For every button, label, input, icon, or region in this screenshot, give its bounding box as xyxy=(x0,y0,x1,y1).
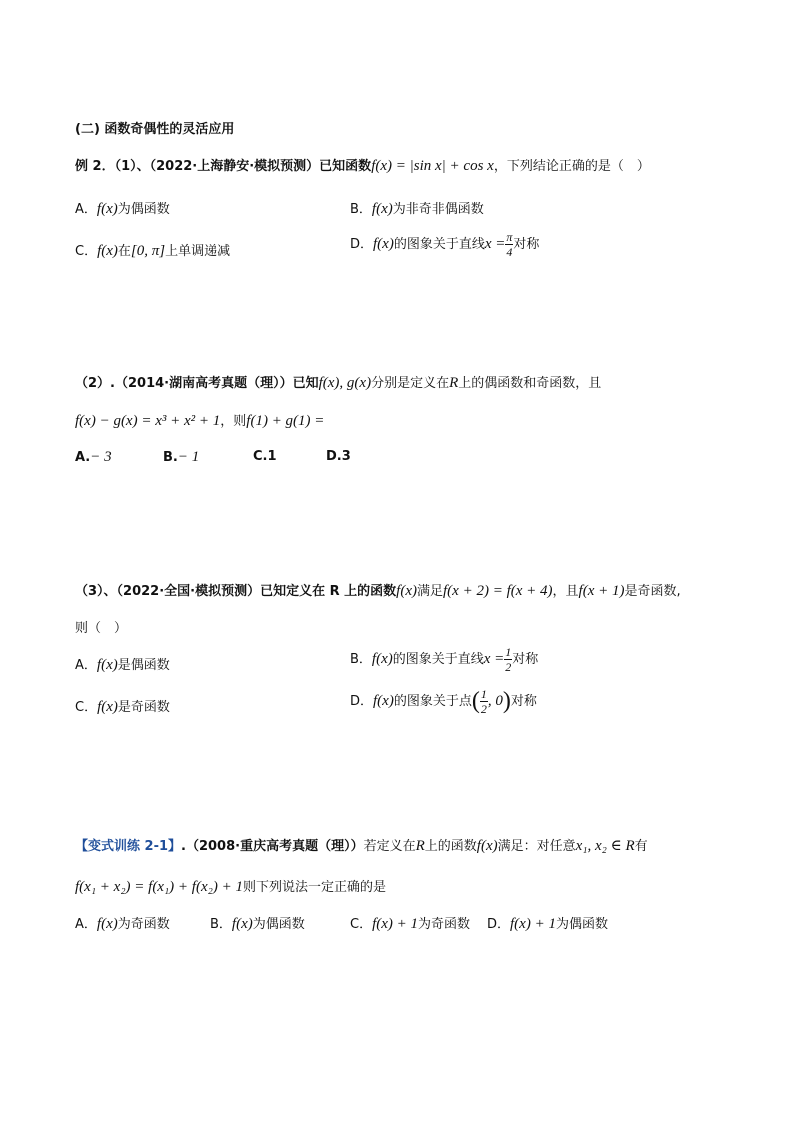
q1-option-d-num: π xyxy=(506,230,513,244)
variant-vars: x₁, x₂ ∈ R xyxy=(575,838,635,854)
q2-option-c[interactable] xyxy=(253,449,277,464)
variant-text4: 有 xyxy=(634,839,648,854)
variant-option-d-label: D． xyxy=(487,917,511,932)
q1-stem xyxy=(75,155,650,175)
section-title xyxy=(75,118,234,137)
q3-stem-f2: f(x + 1) xyxy=(578,583,625,599)
variant-r: R xyxy=(415,838,425,854)
q3-option-d-fraction xyxy=(480,688,488,715)
variant-option-a[interactable] xyxy=(75,913,170,933)
q2-option-d[interactable] xyxy=(326,449,351,464)
variant-line2-formula: f(x₁ + x₂) = f(x₁) + f(x₂) + 1 xyxy=(75,879,243,895)
variant-option-c-text: 为奇函数 xyxy=(418,917,471,932)
q2-option-a[interactable] xyxy=(75,449,112,466)
variant-option-d[interactable] xyxy=(487,913,608,933)
variant-option-a-label: A． xyxy=(75,917,97,932)
q1-option-d-text1: 的图象关于直线 xyxy=(393,237,485,252)
variant-text3: 满足：对任意 xyxy=(497,839,576,854)
q3-option-a-label: A． xyxy=(75,658,97,673)
q3-option-b-var: x = xyxy=(483,651,505,667)
variant-source: .（2008·重庆高考真题（理）） xyxy=(181,839,364,854)
q2-option-d-value: 3 xyxy=(341,449,351,464)
q3-stem-eq: f(x + 2) = f(x + 4) xyxy=(443,583,553,599)
q1-option-b-label: B． xyxy=(350,202,372,217)
q2-line2-mid: ，则 xyxy=(220,414,247,429)
q1-option-b[interactable] xyxy=(350,198,484,218)
q3-option-d[interactable] xyxy=(350,688,537,715)
section-title-text: (二) 函数奇偶性的灵活应用 xyxy=(75,122,235,137)
q2-stem-r: R xyxy=(449,375,459,391)
q2-option-b-value: − 1 xyxy=(177,449,200,465)
q2-stem xyxy=(75,372,601,392)
variant-bracket-prefix: 【变式训练 2-1】 xyxy=(75,839,182,854)
variant-f: f(x) xyxy=(476,838,498,854)
q1-option-a[interactable] xyxy=(75,198,170,218)
q1-option-c[interactable] xyxy=(75,240,230,260)
q1-option-a-formula: f(x) xyxy=(96,201,118,217)
q1-option-d-text2: 对称 xyxy=(513,237,540,252)
q2-stem-mid1: 分别是定义在 xyxy=(371,376,450,391)
q3-option-d-den: 2 xyxy=(480,702,487,716)
q3-option-d-num: 1 xyxy=(480,687,487,701)
q2-option-b[interactable] xyxy=(163,449,199,466)
q1-option-c-interval: [0, π] xyxy=(130,243,166,259)
q2-stem-funcs: f(x), g(x) xyxy=(318,375,372,391)
q3-option-d-text1: 的图象关于点 xyxy=(393,694,472,709)
variant-option-b-text: 为偶函数 xyxy=(252,917,305,932)
q1-option-b-text: 为非奇非偶函数 xyxy=(392,202,484,217)
variant-text1: 若定义在 xyxy=(363,839,416,854)
q3-option-b-text2: 对称 xyxy=(512,652,539,667)
q3-option-b-text1: 的图象关于直线 xyxy=(392,652,484,667)
q3-option-b-formula: f(x) xyxy=(371,651,393,667)
variant-line2 xyxy=(75,876,386,896)
q3-option-c-label: C． xyxy=(75,700,98,715)
q2-line2-formula: f(x) − g(x) = x³ + x² + 1 xyxy=(75,413,221,429)
q2-line2 xyxy=(75,410,324,430)
q3-option-c-text: 是奇函数 xyxy=(117,700,170,715)
q1-stem-suffix: ，下列结论正确的是（ ） xyxy=(493,159,650,174)
q1-option-c-label: C． xyxy=(75,244,98,259)
q3-stem-mid1: 满足 xyxy=(417,584,444,599)
q3-option-d-rparen: ) xyxy=(502,688,511,714)
q3-option-b-den: 2 xyxy=(505,660,512,674)
variant-option-a-formula: f(x) xyxy=(96,916,118,932)
variant-option-d-text: 为偶函数 xyxy=(555,917,608,932)
q1-option-d[interactable] xyxy=(350,231,539,258)
variant-line2-text: 则下列说法一定正确的是 xyxy=(242,880,386,895)
q3-option-d-lparen: ( xyxy=(471,688,480,714)
q1-stem-formula: f(x) = |sin x| + cos x xyxy=(371,158,494,174)
variant-option-c[interactable] xyxy=(350,913,470,933)
variant-option-c-label: C． xyxy=(350,917,373,932)
q3-option-a-formula: f(x) xyxy=(96,657,118,673)
q2-option-c-value: 1 xyxy=(267,449,277,464)
q3-stem-suffix: 是奇函数, xyxy=(624,584,681,599)
q3-option-d-after: , 0 xyxy=(487,693,503,709)
q3-option-d-label: D． xyxy=(350,694,374,709)
q1-option-b-formula: f(x) xyxy=(371,201,393,217)
q3-option-b-num: 1 xyxy=(505,645,512,659)
q3-option-b-label: B． xyxy=(350,652,372,667)
q2-option-d-label: D. xyxy=(326,449,342,464)
q2-option-c-label: C. xyxy=(253,449,268,464)
q1-option-a-label: A． xyxy=(75,202,97,217)
q3-stem-prefix: （3）、（2022·全国·模拟预测）已知定义在 R 上的函数 xyxy=(75,584,397,599)
q3-line2 xyxy=(75,617,127,636)
q3-option-d-text2: 对称 xyxy=(510,694,537,709)
q1-stem-prefix: 例 2．（1）、（2022·上海静安·模拟预测）已知函数 xyxy=(75,159,372,174)
q2-stem-mid2: 上的偶函数和奇函数，且 xyxy=(458,376,602,391)
variant-option-c-formula: f(x) + 1 xyxy=(372,916,419,932)
q1-option-d-label: D． xyxy=(350,237,374,252)
variant-option-b-formula: f(x) xyxy=(231,916,253,932)
q3-option-c-formula: f(x) xyxy=(97,699,118,715)
q3-stem-f: f(x) xyxy=(396,583,417,599)
q1-option-c-mid: 在 xyxy=(117,244,131,259)
variant-text2: 上的函数 xyxy=(424,839,477,854)
q3-option-d-formula: f(x) xyxy=(373,693,394,709)
q1-option-d-den: 4 xyxy=(506,245,513,259)
q3-line2-text: 则（ ） xyxy=(75,621,128,636)
q2-option-a-value: − 3 xyxy=(90,449,112,465)
variant-stem xyxy=(75,835,648,855)
q1-option-c-formula: f(x) xyxy=(97,243,118,259)
q3-stem xyxy=(75,580,681,600)
q1-option-c-text: 上单调递减 xyxy=(165,244,231,259)
q3-option-b[interactable] xyxy=(350,646,538,673)
q1-option-d-var: x = xyxy=(484,236,506,252)
variant-option-d-formula: f(x) + 1 xyxy=(510,916,556,932)
q3-option-a[interactable] xyxy=(75,654,170,674)
q2-option-a-label: A. xyxy=(75,450,91,465)
q3-stem-mid2: ，且 xyxy=(552,584,579,599)
q1-option-a-text: 为偶函数 xyxy=(117,202,170,217)
q3-option-c[interactable] xyxy=(75,696,170,716)
q2-line2-formula2: f(1) + g(1) = xyxy=(246,413,325,429)
variant-option-a-text: 为奇函数 xyxy=(117,917,170,932)
q1-option-d-formula: f(x) xyxy=(373,236,394,252)
q3-option-a-text: 是偶函数 xyxy=(117,658,170,673)
variant-option-b[interactable] xyxy=(210,913,305,933)
q2-option-b-label: B. xyxy=(163,450,178,465)
q2-stem-prefix: （2）.（2014·湖南高考真题（理））已知 xyxy=(75,376,319,391)
variant-option-b-label: B． xyxy=(210,917,232,932)
